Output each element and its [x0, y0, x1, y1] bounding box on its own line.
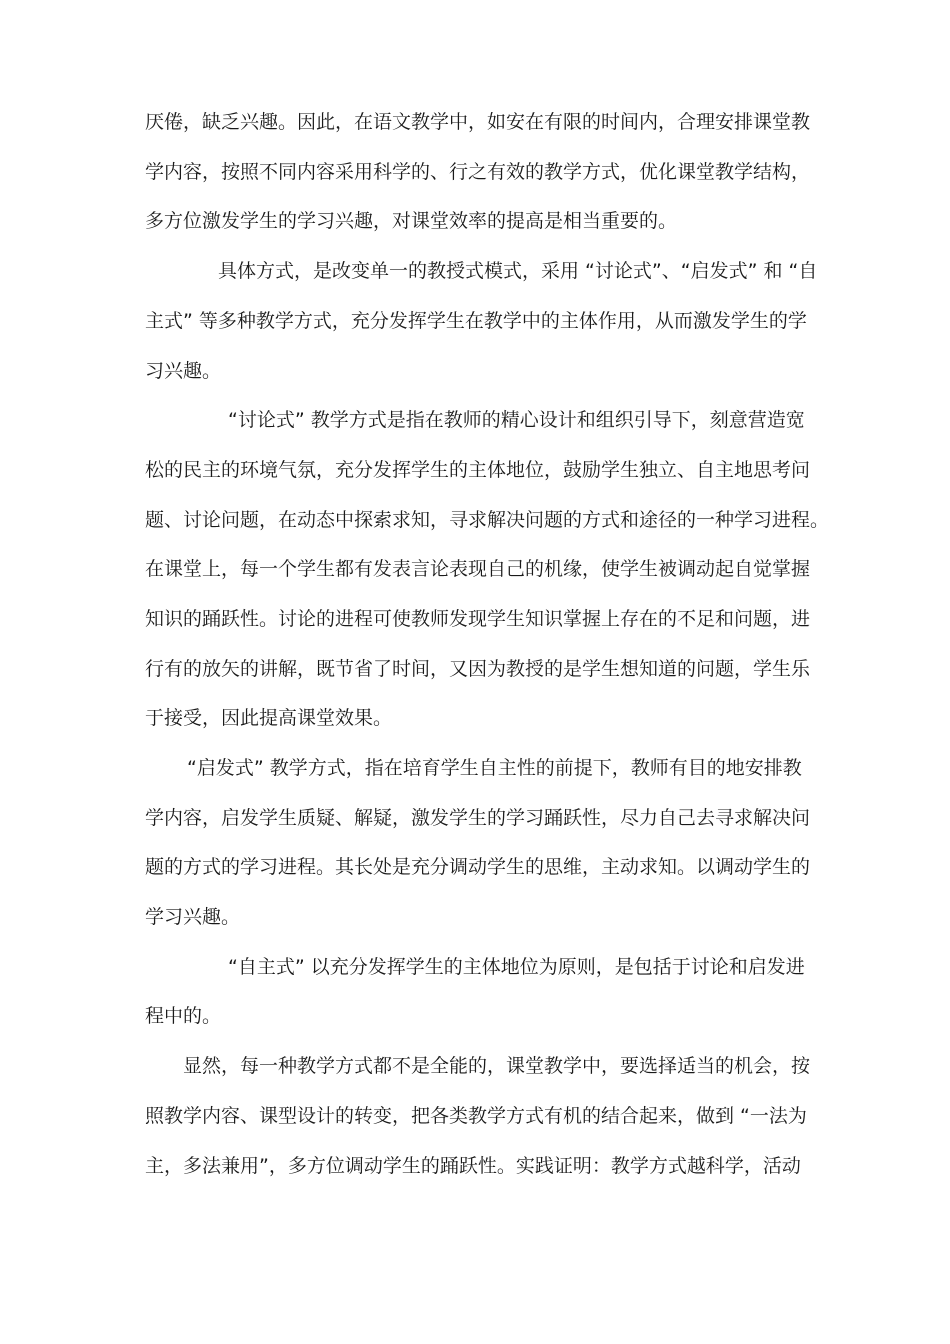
text-line: 松的民主的环境气氛，充分发挥学生的主体地位，鼓励学生独立、自主地思考问: [145, 459, 811, 481]
text-line: “讨论式” 教学方式是指在教师的精心设计和组织引导下，刻意营造宽: [228, 409, 805, 431]
text-line: 习兴趣。: [145, 360, 222, 382]
text-line: 主式” 等多种教学方式，充分发挥学生在教学中的主体作用，从而激发学生的学: [145, 310, 807, 332]
text-line: 于接受，因此提高课堂效果。: [145, 707, 393, 729]
text-line: 厌倦，缺乏兴趣。因此，在语文教学中，如安在有限的时间内，合理安排课堂教: [145, 111, 811, 133]
text-line: “自主式” 以充分发挥学生的主体地位为原则，是包括于讨论和启发进: [228, 956, 805, 978]
text-line: 显然，每一种教学方式都不是全能的，课堂教学中，要选择适当的机会，按: [183, 1055, 811, 1077]
text-line: 行有的放矢的讲解，既节省了时间，又因为教授的是学生想知道的问题，学生乐: [145, 658, 811, 680]
text-line: 题、讨论问题，在动态中探索求知，寻求解决问题的方式和途径的一种学习进程。: [145, 509, 830, 531]
text-line: 在课堂上，每一个学生都有发表言论表现自己的机缘，使学生被调动起自觉掌握: [145, 558, 811, 580]
text-line: 学习兴趣。: [145, 906, 241, 928]
text-line: 多方位激发学生的学习兴趣，对课堂效率的提高是相当重要的。: [145, 210, 678, 232]
text-line: 学内容，按照不同内容采用科学的、行之有效的教学方式，优化课堂教学结构，: [145, 161, 811, 183]
text-line: 题的方式的学习进程。其长处是充分调动学生的思维，主动求知。以调动学生的: [145, 856, 811, 878]
text-line: 程中的。: [145, 1005, 222, 1027]
text-line: 知识的踊跃性。讨论的进程可使教师发现学生知识掌握上存在的不足和问题，进: [145, 608, 811, 630]
text-line: 照教学内容、课型设计的转变，把各类教学方式有机的结合起来，做到 “一法为: [145, 1105, 807, 1127]
text-line: 具体方式，是改变单一的教授式模式，采用 “讨论式”、“启发式” 和 “自: [218, 260, 818, 282]
text-line: 主，多法兼用”，多方位调动学生的踊跃性。实践证明：教学方式越科学，活动: [145, 1155, 801, 1177]
text-line: 学内容，启发学生质疑、解疑，激发学生的学习踊跃性，尽力自己去寻求解决问: [145, 807, 811, 829]
text-line: “启发式” 教学方式，指在培育学生自主性的前提下，教师有目的地安排教: [187, 757, 802, 779]
